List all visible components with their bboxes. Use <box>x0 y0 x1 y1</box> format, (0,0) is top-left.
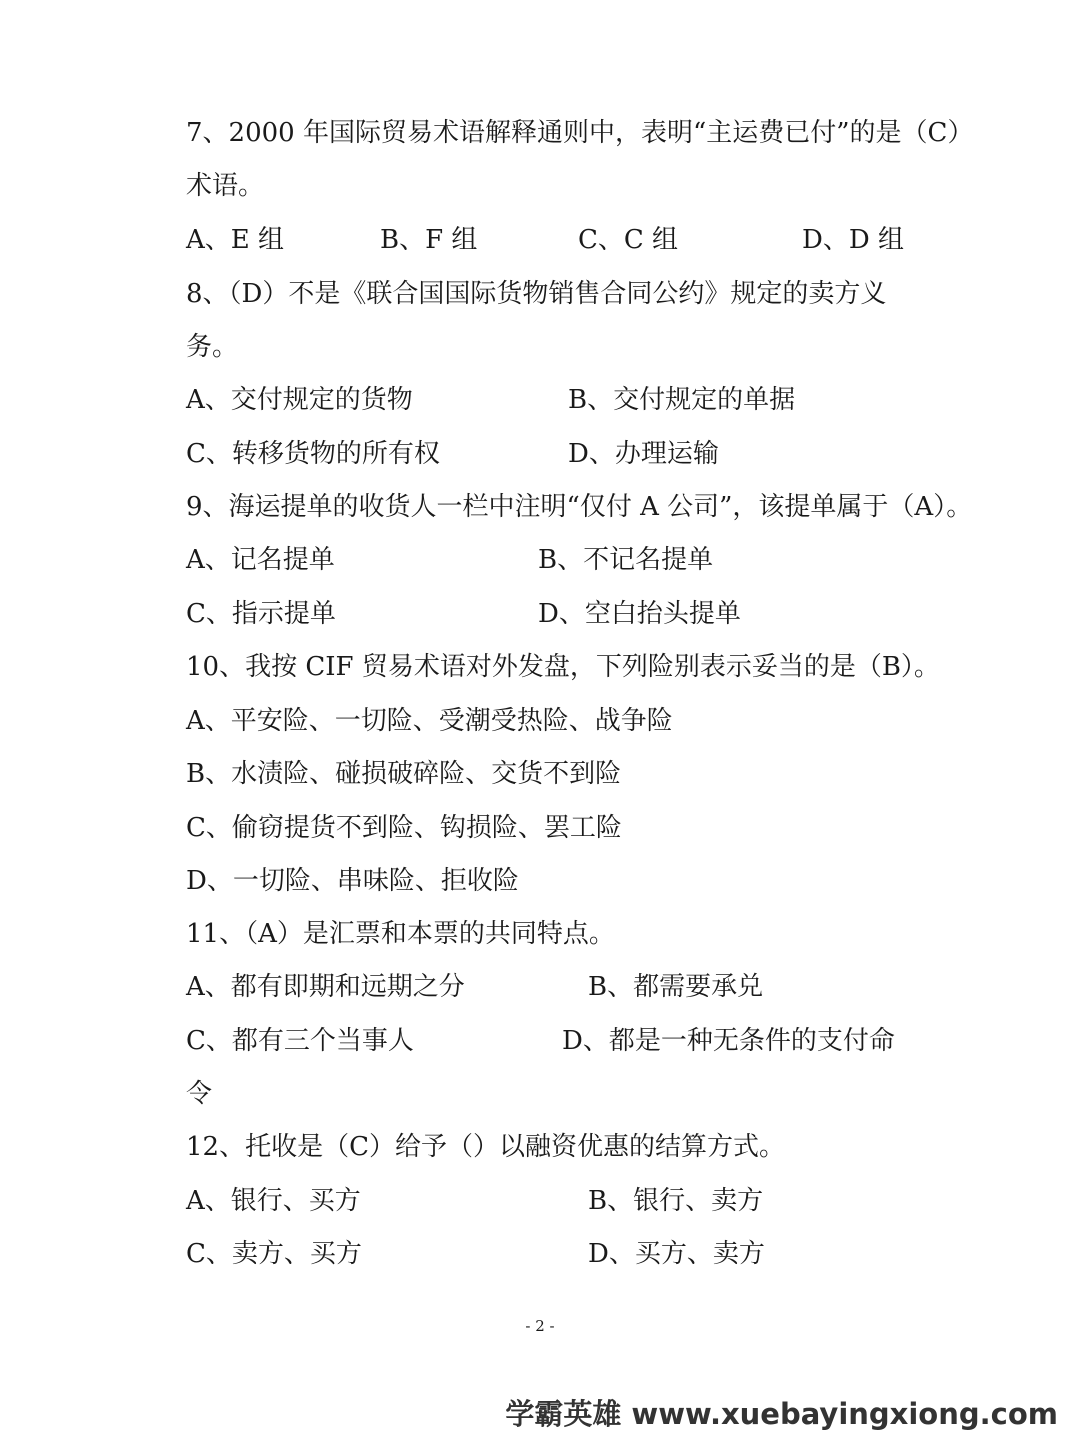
question-7-stem-continuation: 术语。 <box>186 171 265 201</box>
question-11-option-d: D、都是一种无条件的支付命 <box>562 1026 895 1056</box>
question-10-stem: 10、我按 CIF 贸易术语对外发盘，下列险别表示妥当的是（B）。 <box>186 652 940 682</box>
question-12-option-a: A、银行、买方 <box>186 1186 361 1216</box>
question-9-option-c: C、指示提单 <box>186 599 336 629</box>
question-12-option-d: D、买方、卖方 <box>588 1239 765 1269</box>
question-7-option-d: D、D 组 <box>802 225 904 255</box>
question-8-option-c: C、转移货物的所有权 <box>186 439 440 469</box>
question-10-option-d: D、一切险、串味险、拒收险 <box>186 866 519 896</box>
question-7-option-a: A、E 组 <box>186 225 285 255</box>
question-11-option-d-continuation: 令 <box>186 1079 213 1109</box>
question-8-stem: 8、（D）不是《联合国国际货物销售合同公约》规定的卖方义 <box>186 279 887 309</box>
question-11-option-c: C、都有三个当事人 <box>186 1026 414 1056</box>
question-12-option-b: B、银行、卖方 <box>588 1186 764 1216</box>
page-number: - 2 - <box>525 1317 555 1335</box>
question-9-option-b: B、不记名提单 <box>538 545 714 575</box>
question-9-option-d: D、空白抬头提单 <box>538 599 741 629</box>
question-10-option-a: A、平安险、一切险、受潮受热险、战争险 <box>186 706 673 736</box>
question-12-option-c: C、卖方、买方 <box>186 1239 362 1269</box>
question-10-option-b: B、水渍险、碰损破碎险、交货不到险 <box>186 759 622 789</box>
question-8-stem-continuation: 务。 <box>186 332 239 362</box>
question-12-stem: 12、托收是（C）给予（）以融资优惠的结算方式。 <box>186 1132 785 1162</box>
question-11-option-a: A、都有即期和远期之分 <box>186 972 465 1002</box>
question-7-stem: 7、2000 年国际贸易术语解释通则中，表明“主运费已付”的是（C） <box>186 118 974 148</box>
question-7-option-b: B、F 组 <box>380 225 478 255</box>
question-8-option-a: A、交付规定的货物 <box>186 385 413 415</box>
question-11-option-b: B、都需要承兑 <box>588 972 764 1002</box>
question-7-option-c: C、C 组 <box>578 225 679 255</box>
question-8-option-d: D、办理运输 <box>568 439 719 469</box>
question-11-stem: 11、（A）是汇票和本票的共同特点。 <box>186 919 615 949</box>
question-9-option-a: A、记名提单 <box>186 545 335 575</box>
question-8-option-b: B、交付规定的单据 <box>568 385 796 415</box>
question-10-option-c: C、偷窃提货不到险、钩损险、罢工险 <box>186 813 622 843</box>
site-watermark: 学霸英雄 www.xuebayingxiong.com <box>505 1397 1058 1431</box>
question-9-stem: 9、海运提单的收货人一栏中注明“仅付 A 公司”，该提单属于（A）。 <box>186 492 973 522</box>
